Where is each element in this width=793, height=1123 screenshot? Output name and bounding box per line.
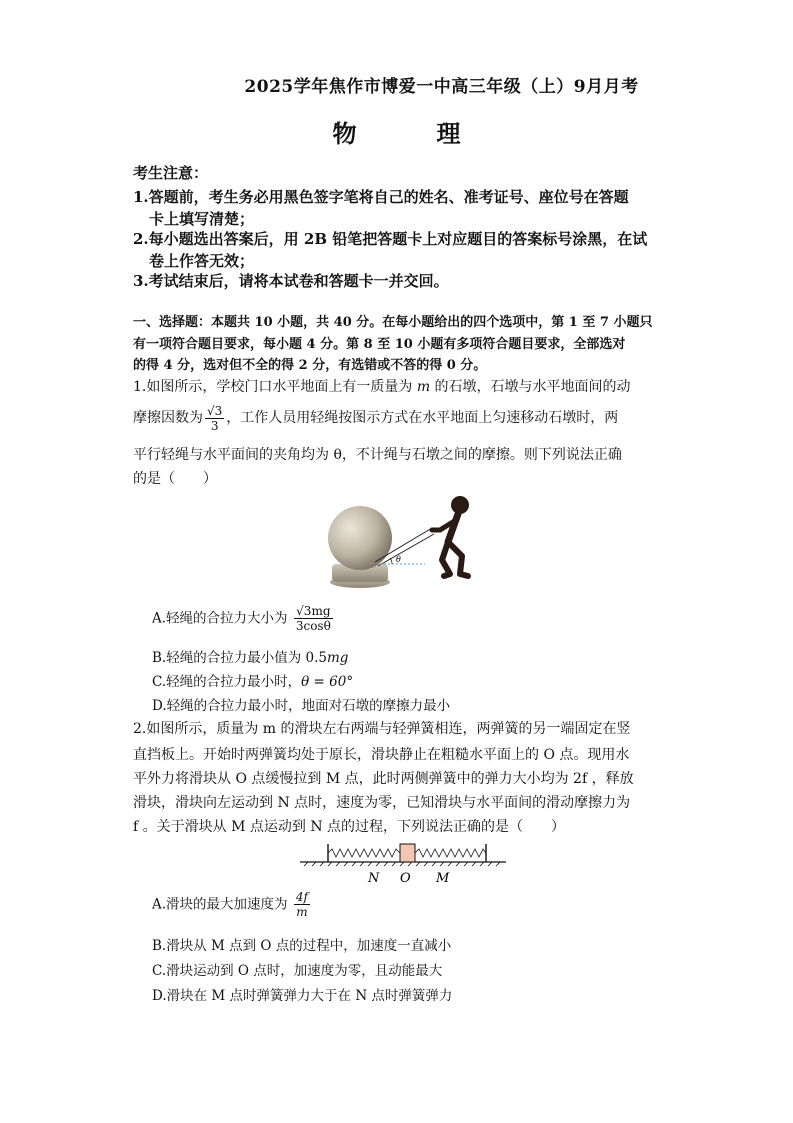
notice-item-2-line-a: 2.每小题选出答案后，用 2B 铅笔把答题卡上对应题目的答案标号涂黑，在试 [133, 230, 648, 248]
q1-option-a-text: A.轻绳的合拉力大小为 [152, 610, 292, 627]
fraction-denominator: 3cosθ [295, 619, 331, 633]
q1-text: 摩擦因数为 [133, 410, 203, 426]
q1-option-b[interactable] [152, 646, 348, 666]
right-spring [415, 849, 486, 857]
point-o-label: O [400, 871, 411, 886]
q1-option-b-text: B.轻绳的合拉力最小值为 0.5 [152, 650, 327, 666]
q2-option-a-fraction [294, 890, 310, 919]
section-line-1: 一、选择题：本题共 10 小题，共 40 分。在每小题给出的四个选项中，第 1 至 7 小题只 [133, 315, 653, 330]
q1-option-d-text: D.轻绳的合拉力最小时，地面对石墩的摩擦力最小 [152, 698, 451, 714]
question-2-line-2: 直挡板上。开始时两弹簧均处于原长，滑块静止在粗糙水平面上的 O 点。现用水 [133, 747, 630, 763]
q2-option-c-text: C.滑块运动到 O 点时，加速度为零，且动能最大 [152, 963, 443, 979]
fraction-numerator: √3mg [294, 604, 333, 619]
notice-item-2-line-b: 卷上作答无效； [149, 252, 255, 270]
spring-block-figure [298, 840, 508, 886]
notice-item-1 [133, 186, 673, 230]
notice-item-3: 3.考试结束后，请将本试卷和答题卡一并交回。 [133, 272, 449, 290]
section-instructions [133, 312, 673, 377]
fraction-numerator: 4f [295, 890, 308, 904]
section-line-3: 的得 4 分，选对但不全的得 2 分，有选错或不答的得 0 分。 [133, 358, 487, 373]
stone-ball [328, 506, 392, 570]
notice-item-1-line-a: 1.答题前，考生务必用黑色签字笔将自己的姓名、准考证号、座位号在答题 [133, 188, 629, 206]
question-2-line-3: 平外力将滑块从 O 点缓慢拉到 M 点，此时两侧弹簧中的弹力大小均为 2f ，释放 [133, 771, 634, 787]
q1-var-m: m [416, 379, 431, 395]
fraction-denominator: 3 [210, 418, 219, 433]
q2-option-b[interactable] [152, 934, 451, 954]
q1-option-c-text: C.轻绳的合拉力最小时， [152, 674, 302, 690]
q2-option-d[interactable] [152, 984, 452, 1004]
q1-text: 1.如图所示，学校门口水平地面上有一质量为 [133, 379, 417, 395]
question-1-line-4: 的是（ ） [133, 471, 217, 487]
question-1-line-2 [133, 400, 673, 436]
q2-option-a[interactable] [152, 890, 312, 919]
question-1-line-1 [133, 374, 673, 400]
q2-option-b-text: B.滑块从 M 点到 O 点的过程中，加速度一直减小 [152, 938, 452, 954]
q1-option-a[interactable] [152, 604, 335, 633]
exam-title: 2025学年焦作市博爱一中高三年级（上）9月月考 [244, 77, 639, 97]
q2-option-a-text: A.滑块的最大加速度为 [152, 896, 292, 913]
point-n-label: N [368, 871, 380, 886]
notice-item-1-line-b: 卡上填写清楚； [149, 210, 255, 228]
slider-block [400, 844, 415, 862]
section-line-2: 有一项符合题目要求，每小题 4 分。第 8 至 10 小题有多项符合题目要求，全部选对 [133, 336, 626, 352]
question-2-line-5: f 。关于滑块从 M 点运动到 N 点的过程，下列说法正确的是（ ） [133, 819, 566, 835]
angle-theta-label: θ [396, 555, 401, 564]
question-1-line-3: 平行轻绳与水平面间的夹角均为 θ，不计绳与石墩之间的摩擦。则下列说法正确 [133, 447, 622, 463]
q1-option-d[interactable] [152, 694, 450, 714]
question-2-line-1: 2.如图所示，质量为 m 的滑块左右两端与轻弹簧相连，两弹簧的另一端固定在竖 [133, 721, 631, 737]
notice-item-2 [133, 228, 673, 272]
q2-option-c[interactable] [152, 959, 442, 979]
question-2-line-4: 滑块，滑块向左运动到 N 点时，速度为零，已知滑块与水平面间的滑动摩擦力为 [133, 795, 631, 811]
fraction-denominator: m [296, 905, 308, 919]
point-m-label: M [436, 871, 450, 886]
person-leg-back [442, 542, 450, 576]
left-spring [328, 849, 400, 857]
q1-text: 的石墩，石墩与水平地面间的动 [430, 379, 631, 395]
q1-option-c-value: θ = 60° [301, 674, 354, 690]
q1-option-a-fraction [294, 604, 333, 633]
friction-fraction [205, 404, 224, 433]
q1-option-b-var: mg [326, 650, 349, 666]
stone-pulling-figure [320, 490, 480, 590]
q1-option-c[interactable] [152, 670, 353, 690]
notice-heading: 考生注意： [133, 164, 209, 182]
fraction-numerator: √3 [207, 403, 223, 418]
q1-text: ，工作人员用轻绳按图示方式在水平地面上匀速移动石墩时，两 [226, 410, 619, 426]
q2-option-d-text: D.滑块在 M 点时弹簧弹力大于在 N 点时弹簧弹力 [152, 988, 453, 1004]
angle-arc [390, 558, 392, 564]
subject-title: 物 理 [332, 119, 489, 148]
